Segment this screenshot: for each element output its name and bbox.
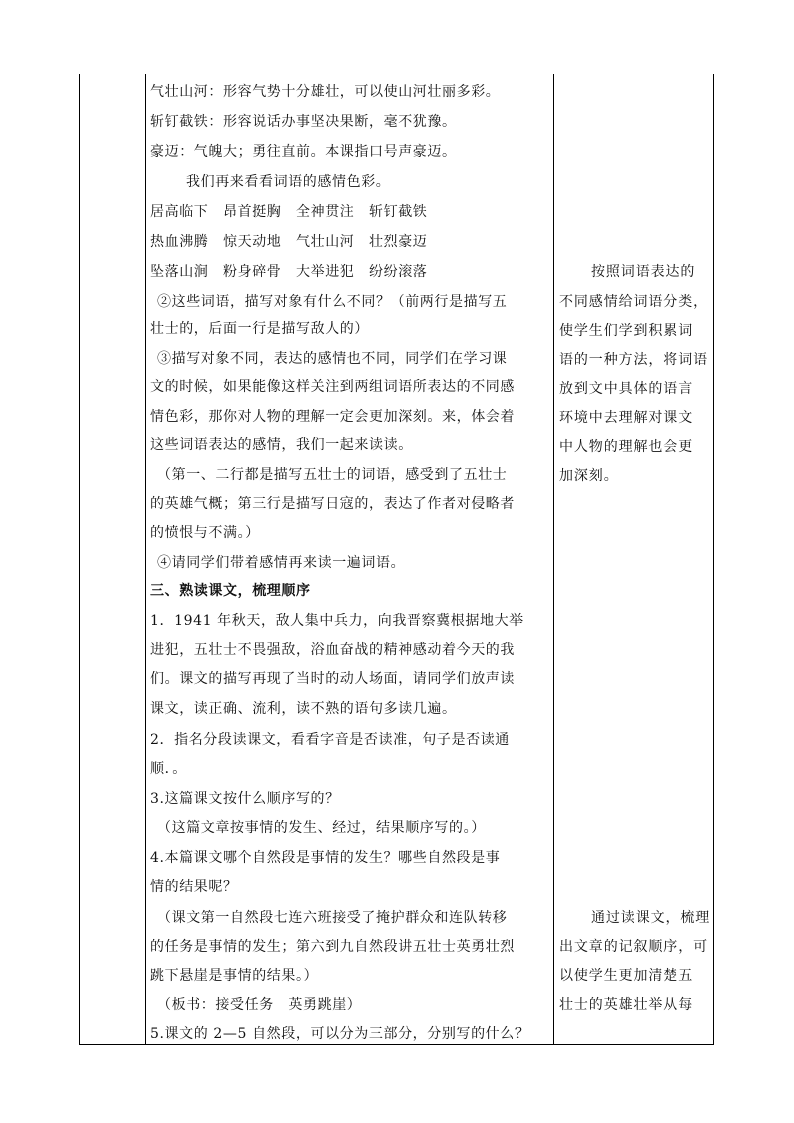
- table-border-right: [713, 74, 714, 1044]
- note-line: 语的一种方法，将词语: [559, 352, 708, 368]
- text-line: 气壮山河：形容气势十分雄壮，可以使山河壮丽多彩。: [150, 84, 501, 100]
- text-line: 4.本篇课文哪个自然段是事情的发生？哪些自然段是事: [150, 850, 501, 866]
- word-row: 热血沸腾 惊天动地 气壮山河 壮烈豪迈: [150, 234, 428, 250]
- text-line: ③描写对象不同，表达的感情也不同，同学们在学习课: [157, 351, 508, 367]
- note-line: 壮士的英雄壮举从每: [559, 997, 694, 1013]
- note-line: 放到文中具体的语言: [559, 381, 694, 397]
- text-line: ②这些词语，描写对象有什么不同？（前两行是描写五: [157, 294, 508, 310]
- note-line: 不同感情给词语分类，: [559, 294, 708, 310]
- text-line: ④请同学们带着感情再来读一遍词语。: [157, 555, 406, 571]
- table-border-middle-right: [553, 74, 554, 1044]
- note-line: 以使学生更加清楚五: [559, 968, 694, 984]
- note-line: 出文章的记叙顺序，可: [559, 939, 708, 955]
- table-border-middle-left: [145, 74, 146, 1044]
- text-line: 壮士的，后面一行是描写敌人的）: [150, 321, 369, 337]
- text-line: （第一、二行都是描写五壮士的词语，感受到了五壮士: [157, 467, 508, 483]
- text-line: 的愤恨与不满。）: [150, 525, 260, 541]
- text-line: 2．指名分段读课文，看看字音是否读准，句子是否读通: [150, 732, 510, 748]
- note-line: 加深刻。: [559, 468, 619, 484]
- text-line: （课文第一自然段七连六班接受了掩护群众和连队转移: [157, 910, 508, 926]
- text-line: 跳下悬崖是事情的结果。）: [150, 968, 319, 984]
- text-line: 1．1941 年秋天，敌人集中兵力，向我晋察冀根据地大举: [150, 613, 524, 629]
- table-border-left: [79, 74, 80, 1044]
- text-line: 情色彩，那你对人物的理解一定会更加深刻。来，体会着: [150, 409, 515, 425]
- text-line: 们。课文的描写再现了当时的动人场面，请同学们放声读: [150, 671, 515, 687]
- text-line: 课文，读正确、流利，读不熟的语句多读几遍。: [150, 701, 457, 717]
- text-line: 的英雄气概；第三行是描写日寇的，表达了作者对侵略者: [150, 496, 515, 512]
- word-row: 坠落山涧 粉身碎骨 大举进犯 纷纷滚落: [150, 264, 428, 280]
- text-line: 我们再来看看词语的感情色彩。: [186, 174, 391, 190]
- note-line: 按照词语表达的: [591, 264, 696, 280]
- note-line: 通过读课文，梳理: [591, 910, 711, 926]
- text-line: （板书：接受任务 英勇跳崖）: [157, 997, 362, 1013]
- text-line: 文的时候，如果能像这样关注到两组词语所表达的不同感: [150, 379, 515, 395]
- word-row: 居高临下 昂首挺胸 全神贯注 斩钉截铁: [150, 204, 428, 220]
- text-line: 豪迈：气魄大；勇往直前。本课指口号声豪迈。: [150, 144, 457, 160]
- text-line: 5.课文的 2—5 自然段，可以分为三部分，分别写的什么？: [150, 1026, 530, 1042]
- text-line: （这篇文章按事情的发生、经过，结果顺序写的。）: [157, 820, 486, 836]
- text-line: 3.这篇课文按什么顺序写的？: [150, 791, 340, 807]
- note-line: 环境中去理解对课文: [559, 410, 694, 426]
- text-line: 进犯，五壮士不畏强敌，浴血奋战的精神感动着今天的我: [150, 642, 515, 658]
- note-line: 中人物的理解也会更: [559, 439, 694, 455]
- text-line: 的任务是事情的发生；第六到九自然段讲五壮士英勇壮烈: [150, 939, 515, 955]
- table-border-bottom: [79, 1044, 714, 1045]
- text-line: 斩钉截铁：形容说话办事坚决果断，毫不犹豫。: [150, 114, 457, 130]
- section-heading: 三、熟读课文，梳理顺序: [150, 583, 311, 599]
- note-line: 使学生们学到积累词: [559, 323, 694, 339]
- text-line: 这些词语表达的感情，我们一起来读读。: [150, 437, 413, 453]
- text-line: 顺．。: [150, 761, 187, 777]
- text-line: 情的结果呢？: [150, 879, 238, 895]
